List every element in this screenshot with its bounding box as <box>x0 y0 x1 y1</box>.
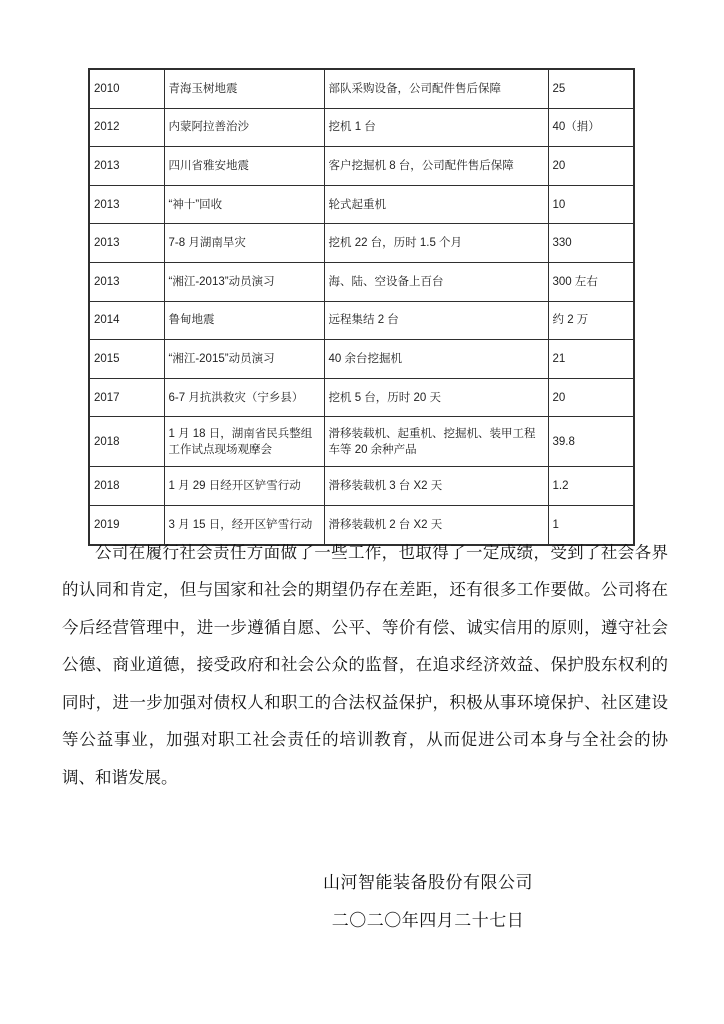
donation-table <box>88 68 635 546</box>
amount-cell: 39.8 <box>548 417 634 467</box>
table-row <box>89 301 634 340</box>
equipment-cell: 滑移装载机、起重机、挖掘机、装甲工程车等 20 余种产品 <box>324 417 548 467</box>
year-cell: 2010 <box>89 69 164 108</box>
year-cell: 2013 <box>89 185 164 224</box>
table-row <box>89 262 634 301</box>
table-row <box>89 108 634 147</box>
equipment-cell: 轮式起重机 <box>324 185 548 224</box>
year-cell: 2013 <box>89 224 164 263</box>
table-row <box>89 147 634 186</box>
year-cell: 2013 <box>89 262 164 301</box>
equipment-cell: 挖机 5 台，历时 20 天 <box>324 378 548 417</box>
table-row <box>89 69 634 108</box>
event-cell: “湘江-2013”动员演习 <box>164 262 324 301</box>
year-cell: 2019 <box>89 505 164 544</box>
equipment-cell: 挖机 1 台 <box>324 108 548 147</box>
equipment-cell: 远程集结 2 台 <box>324 301 548 340</box>
signature-block <box>128 864 724 939</box>
amount-cell: 21 <box>548 340 634 379</box>
event-cell: 6-7 月抗洪救灾（宁乡县） <box>164 378 324 417</box>
equipment-cell: 海、陆、空设备上百台 <box>324 262 548 301</box>
equipment-cell: 滑移装载机 3 台 X2 天 <box>324 467 548 506</box>
equipment-cell: 客户挖掘机 8 台，公司配件售后保障 <box>324 147 548 186</box>
event-cell: 内蒙阿拉善治沙 <box>164 108 324 147</box>
signature-date: 二〇二〇年四月二十七日 <box>331 910 525 930</box>
table-row <box>89 417 634 467</box>
table-row <box>89 467 634 506</box>
amount-cell: 1.2 <box>548 467 634 506</box>
event-cell: “湘江-2015”动员演习 <box>164 340 324 379</box>
equipment-cell: 40 余台挖掘机 <box>324 340 548 379</box>
amount-cell: 1 <box>548 505 634 544</box>
event-cell: 四川省雅安地震 <box>164 147 324 186</box>
event-cell: 3 月 15 日，经开区铲雪行动 <box>164 505 324 544</box>
year-cell: 2018 <box>89 417 164 467</box>
amount-cell: 约 2 万 <box>548 301 634 340</box>
table-row <box>89 378 634 417</box>
year-cell: 2014 <box>89 301 164 340</box>
year-cell: 2015 <box>89 340 164 379</box>
amount-cell: 20 <box>548 147 634 186</box>
amount-cell: 330 <box>548 224 634 263</box>
event-cell: 青海玉树地震 <box>164 69 324 108</box>
signature-company: 山河智能装备股份有限公司 <box>323 873 533 892</box>
amount-cell: 40（捐） <box>548 108 634 147</box>
year-cell: 2013 <box>89 147 164 186</box>
table-row <box>89 185 634 224</box>
amount-cell: 20 <box>548 378 634 417</box>
event-cell: “神十”回收 <box>164 185 324 224</box>
amount-cell: 10 <box>548 185 634 224</box>
year-cell: 2012 <box>89 108 164 147</box>
year-cell: 2017 <box>89 378 164 417</box>
event-cell: 1 月 18 日，湖南省民兵整组工作试点现场观摩会 <box>164 417 324 467</box>
event-cell: 鲁甸地震 <box>164 301 324 340</box>
event-cell: 1 月 29 日经开区铲雪行动 <box>164 467 324 506</box>
table-row <box>89 340 634 379</box>
equipment-cell: 滑移装载机 2 台 X2 天 <box>324 505 548 544</box>
year-cell: 2018 <box>89 467 164 506</box>
equipment-cell: 部队采购设备，公司配件售后保障 <box>324 69 548 108</box>
table-row <box>89 224 634 263</box>
equipment-cell: 挖机 22 台，历时 1.5 个月 <box>324 224 548 263</box>
amount-cell: 300 左右 <box>548 262 634 301</box>
body-paragraph: 公司在履行社会责任方面做了一些工作，也取得了一定成绩，受到了社会各界的认同和肯定，但与国家和社会的期望仍存在差距，还有很多工作要做。公司将在今后经营管理中，进一步遵循自愿、公平、等价有偿、诚实信用的原则，遵守社会公德、商业道德，接受政府和社会公众的监督，在追求经济效益、保护股东权利的同时，进一步加强对债权人和职工的合法权益保护，积极从事环境保护、社区建设等公益事业，加强对职工社会责任的培训教育，从而促进公司本身与全社会的协调、和谐发展。 <box>62 542 668 788</box>
event-cell: 7-8 月湖南旱灾 <box>164 224 324 263</box>
amount-cell: 25 <box>548 69 634 108</box>
